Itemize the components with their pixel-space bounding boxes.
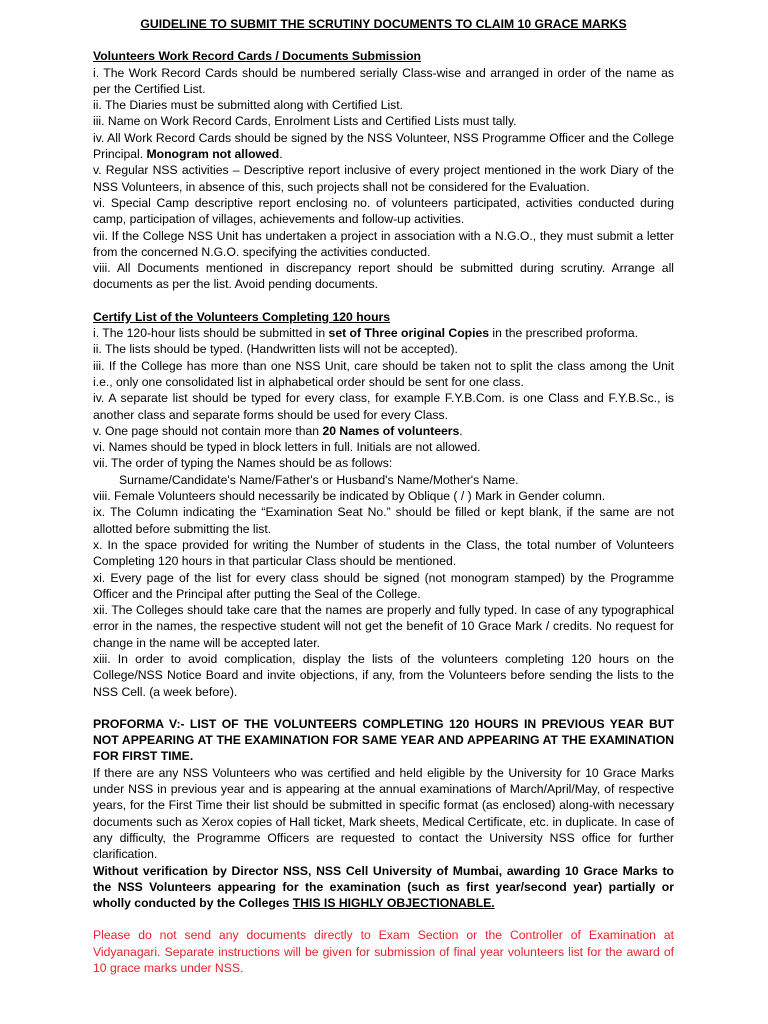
list-item: x. In the space provided for writing the Number of students in the Class, the total number of Volunteers Completing 120 hours in that particular Class should be mentioned. — [93, 537, 674, 569]
list-item: iv. A separate list should be typed for every class, for example F.Y.B.Com. is one Class and F.Y.B.Sc., is another class and separate forms should be used for every Class. — [93, 391, 674, 422]
list-item: viii. Female Volunteers should necessarily be indicated by Oblique ( / ) Mark in Gender column. — [93, 489, 606, 504]
list-item: xiii. In order to avoid complication, display the lists of the volunteers completing 120 hours on the College/NSS Notice Board and invite objections, if any, from the Volunteers before sending the lists to the NSS Cell. (a week before). — [93, 651, 674, 699]
proforma-body: If there are any NSS Volunteers who was certified and held eligible by the University for 10 Grace Marks under NSS in previous year and is appearing at the annual examinations of March/April/May, of respective years, for the First Time their list should be submitted in specific format (as enclosed) along-with necessary documents such as Xerox copies of Hall ticket, Mark sheets, Medical Certificate, etc. in duplicate. In case of any difficulty, the Programme Officers are requested to contact the University NSS office for further clarification. — [93, 765, 674, 862]
list-item: ii. The lists should be typed. (Handwritten lists will not be accepted). — [93, 342, 458, 357]
list-item: iii. Name on Work Record Cards, Enrolment Lists and Certified Lists must tally. — [93, 114, 517, 129]
section-heading-certify: Certify List of the Volunteers Completing 120 hours — [93, 309, 391, 324]
list-item-text: iv. All Work Record Cards should be signed by the NSS Volunteer, NSS Programme Officer and the College Principal. — [93, 130, 674, 162]
warning-text: Without verification by Director NSS, NSS Cell University of Mumbai, awarding 10 Grace Marks to the NSS Volunteers appearing for the examination (such as first year/second year) partially or wholly conducted by the Colleges — [93, 863, 674, 911]
section-heading-proforma: PROFORMA V:- LIST OF THE VOLUNTEERS COMPLETING 120 HOURS IN PREVIOUS YEAR BUT NOT APPEARING AT THE EXAMINATION FOR SAME YEAR AND APPEARING AT THE EXAMINATION FOR FIRST TIME. — [93, 716, 674, 764]
notice-text: Please do not send any documents directly to Exam Section or the Controller of Examination at Vidyanagari. Separate instructions will be given for submission of final year volunteers list for the award of 10 grace marks under NSS. — [93, 928, 674, 976]
emphasis-text: set of Three original Copies — [328, 326, 490, 341]
spacer — [93, 911, 674, 927]
list-item: i. The Work Record Cards should be numbered serially Class-wise and arranged in order of the name as per the Certified List. — [93, 65, 674, 96]
list-item-text: . — [459, 423, 463, 438]
list-item: v. Regular NSS activities – Descriptive report inclusive of every project mentioned in the work Diary of the NSS Volunteers, in absence of this, such projects shall not be considered for the Evaluation. — [93, 163, 674, 194]
list-item-text: . — [279, 147, 283, 162]
list-item — [93, 423, 674, 439]
certify-section — [93, 309, 674, 700]
warning-emphasis: THIS IS HIGHLY OBJECTIONABLE. — [292, 896, 495, 911]
proforma-section — [93, 716, 674, 912]
list-item-text: v. One page should not contain more than — [93, 423, 323, 438]
list-item: ix. The Column indicating the “Examination Seat No.” should be filled or kept blank, if the same are not allotted before submitting the list. — [93, 505, 674, 536]
document-page — [93, 16, 674, 976]
verification-warning — [93, 863, 674, 912]
spacer — [93, 700, 674, 716]
emphasis-text: 20 Names of volunteers — [322, 423, 460, 438]
list-item-text: in the prescribed proforma. — [489, 326, 639, 341]
name-format-line: Surname/Candidate's Name/Father's or Husband's Name/Mother's Name. — [119, 472, 519, 487]
list-item: xii. The Colleges should take care that the names are properly and fully typed. In case of any typographical error in the names, the respective student will not get the benefit of 10 Grace Mark / credits. No request for change in the name will be accepted later. — [93, 603, 674, 650]
spacer — [93, 293, 674, 309]
list-item: xi. Every page of the list for every class should be signed (not monogram stamped) by the Programme Officer and the Principal after putting the Seal of the College. — [93, 570, 674, 601]
list-item — [93, 325, 674, 341]
list-item: vi. Special Camp descriptive report enclosing no. of volunteers participated, activities conducted during camp, participation of villages, achievements and follow-up activities. — [93, 195, 674, 227]
section-heading-work-record: Volunteers Work Record Cards / Documents Submission — [93, 49, 422, 64]
list-item: viii. All Documents mentioned in discrepancy report should be submitted during scrutiny. Arrange all documents as per the list. Avoid pending documents. — [93, 261, 674, 292]
list-item — [93, 130, 674, 163]
document-title: GUIDELINE TO SUBMIT THE SCRUTINY DOCUMENTS TO CLAIM 10 GRACE MARKS — [140, 17, 627, 31]
list-item: ii. The Diaries must be submitted along with Certified List. — [93, 98, 404, 113]
emphasis-text: Monogram not allowed — [146, 147, 280, 162]
list-item: vii. If the College NSS Unit has undertaken a project in association with a N.G.O., they must submit a letter from the concerned N.G.O. specifying the activities conducted. — [93, 228, 674, 259]
list-item-text: i. The 120-hour lists should be submitted in — [93, 326, 329, 341]
list-item: vi. Names should be typed in block letters in full. Initials are not allowed. — [93, 440, 481, 455]
work-record-section — [93, 48, 674, 292]
list-item: vii. The order of typing the Names should be as follows: — [93, 456, 393, 471]
list-item: iii. If the College has more than one NSS Unit, care should be taken not to split the class among the Unit i.e., only one consolidated list in alphabetical order should be sent for one class. — [93, 358, 674, 389]
